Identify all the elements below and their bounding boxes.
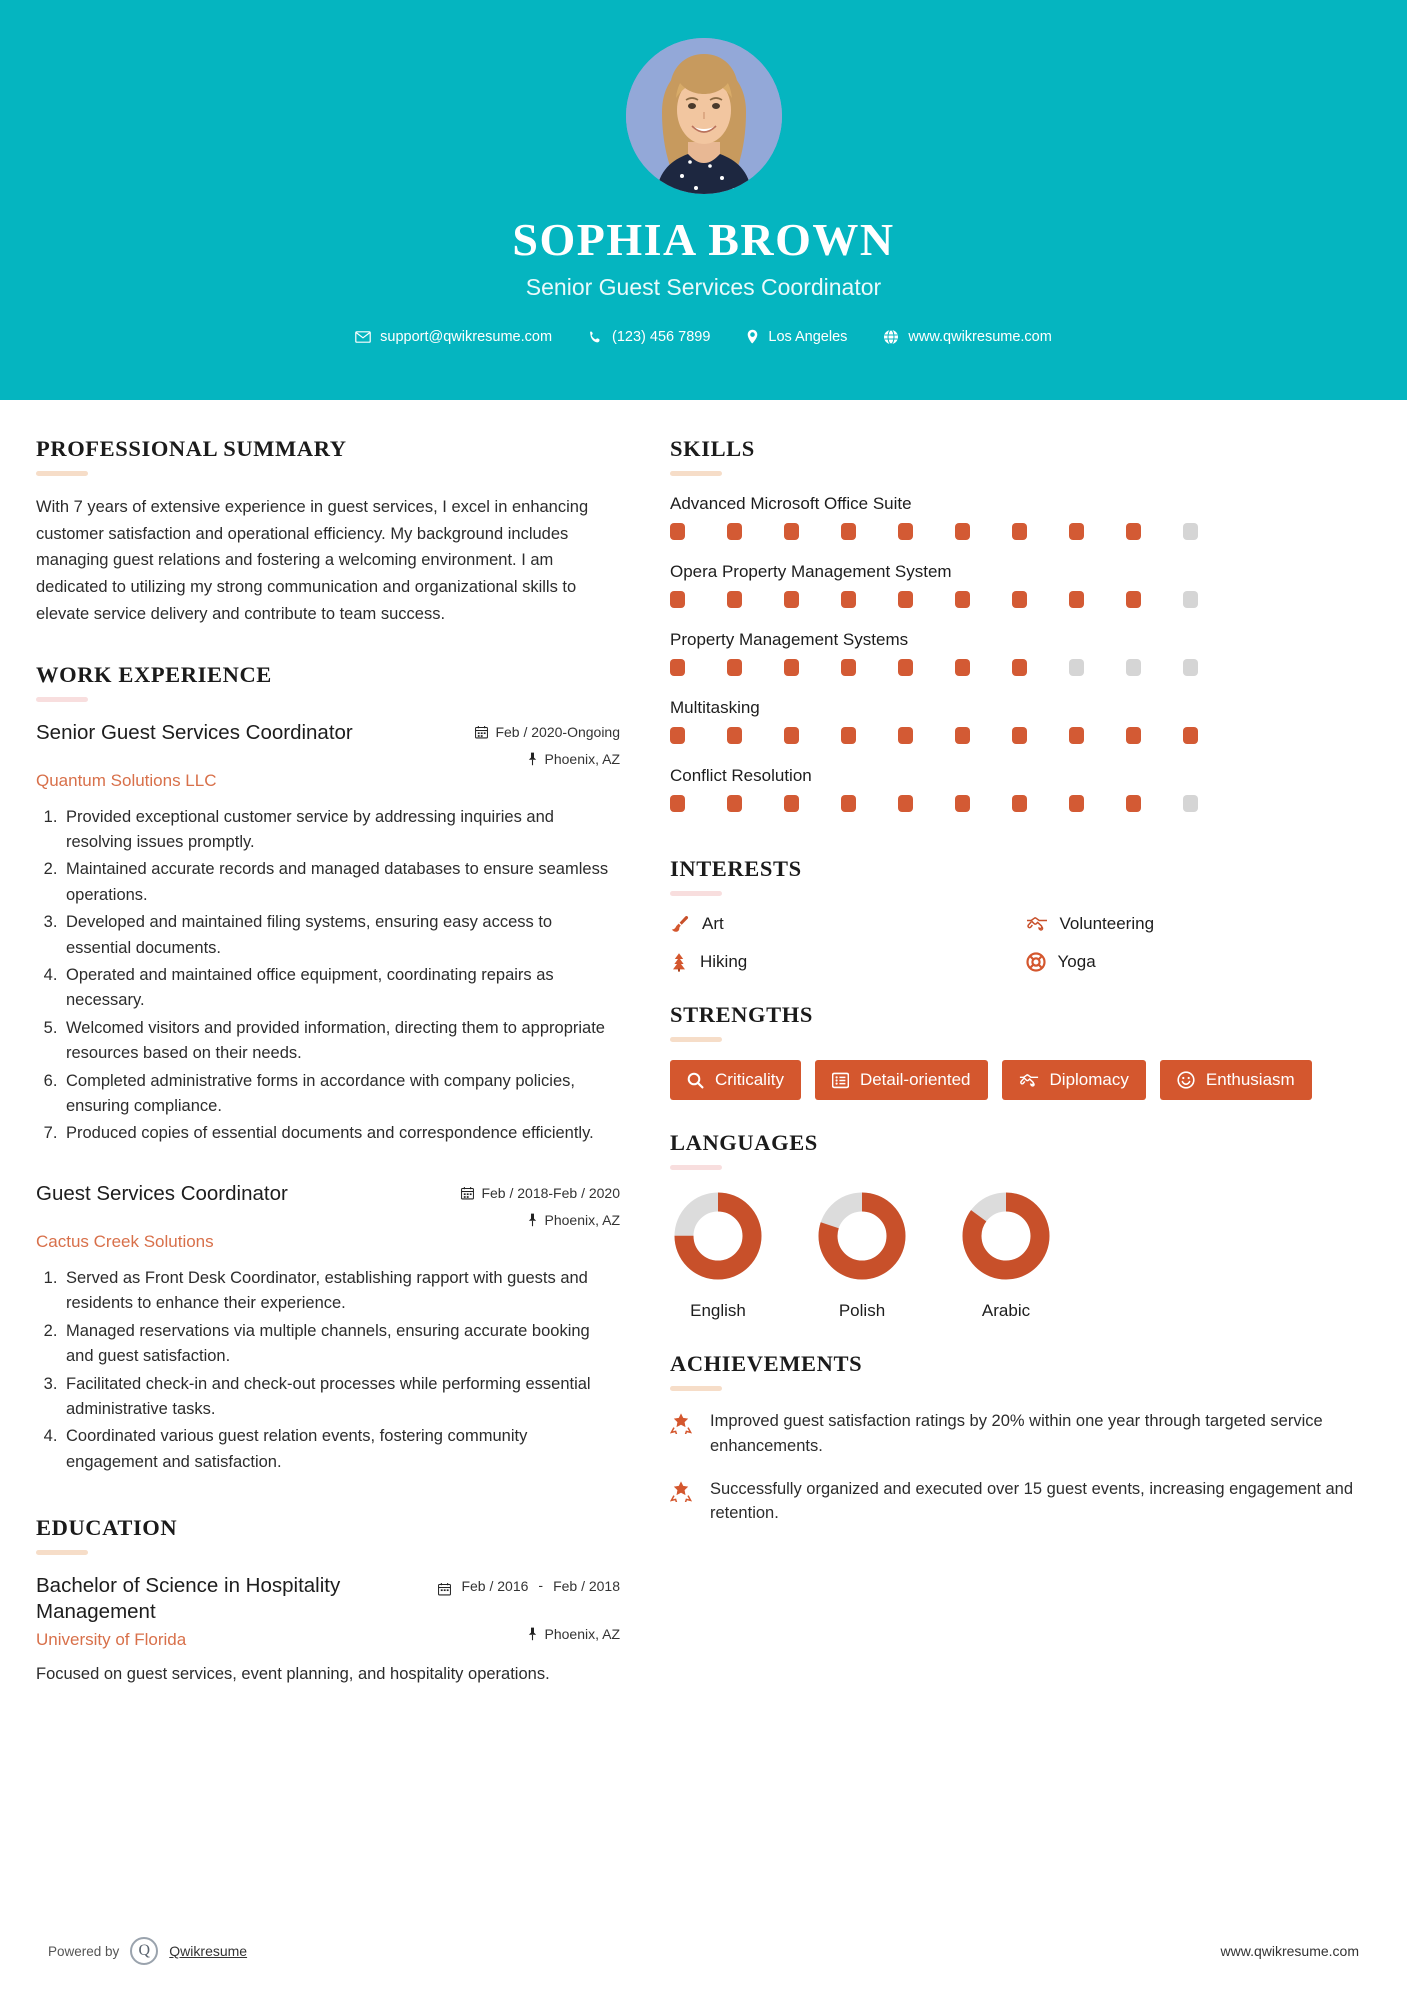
spacer [670,812,1371,830]
section-strengths [670,1002,1371,1100]
skill-dot-filled [670,523,685,540]
skill-dot-filled [955,659,970,676]
spacer [670,676,1371,694]
skill-dot-empty [1069,659,1084,676]
education-end-date-text: Feb / 2018 [553,1578,620,1595]
contact-phone[interactable] [570,329,728,345]
skill-dot-filled [898,523,913,540]
strength-label: Criticality [715,1070,784,1089]
strength-chip-diplomacy[interactable] [1002,1060,1146,1100]
education-degree: Bachelor of Science in Hospitality Management [36,1574,341,1623]
skill-dot-filled [784,659,799,676]
spacer [670,540,1371,558]
skill-dot-filled [1069,795,1084,812]
skill-rating [670,659,1371,676]
envelope-icon [355,329,371,345]
experience-heading: WORK EXPERIENCE [36,661,272,687]
job-company: Cactus Creek Solutions [36,1231,214,1251]
skill-dot-filled [841,523,856,540]
language-donut-chart [814,1188,910,1284]
skill-dot-empty [1183,795,1198,812]
skill-dot-filled [1126,523,1141,540]
language-donut-chart [958,1188,1054,1284]
job-bullet: 1. Provided exceptional customer service by addressing inquiries and resolving issues promptly. [62,805,620,856]
skill-dot-empty [1183,591,1198,608]
job-bullet: 3. Facilitated check-in and check-out processes while performing essential administrative tasks. [62,1372,620,1423]
section-skills [670,436,1371,830]
skill-name: Conflict Resolution [670,766,812,785]
strength-chip-enthusiasm[interactable] [1160,1060,1312,1100]
skill-dot-filled [1012,591,1027,608]
section-work-experience [36,662,620,1476]
language-donut-chart [670,1188,766,1284]
skill-dot-filled [898,659,913,676]
education-location-text: Phoenix, AZ [544,1626,620,1643]
job-dates [475,724,620,740]
job-company: Quantum Solutions LLC [36,770,217,790]
section-rule [670,1037,722,1042]
job-bullet: 3. Developed and maintained filing systems, ensuring easy access to essential documents. [62,910,620,961]
skill-rating [670,591,1371,608]
interest-label: Hiking [700,952,748,971]
skill-name: Property Management Systems [670,630,909,649]
handshake-icon [1026,915,1048,933]
spacer [670,608,1371,626]
interest-item [670,914,1016,934]
job-bullet: 1. Served as Front Desk Coordinator, establishing rapport with guests and residents to enhance their experience. [62,1266,620,1317]
skill-dot-filled [670,795,685,812]
job-bullets [36,1266,620,1475]
skill-dot-filled [1012,523,1027,540]
tree-icon [670,952,688,972]
contact-email[interactable] [337,329,570,345]
job-location [461,1212,620,1228]
skill-dot-filled [1069,727,1084,744]
calendar-icon [438,1582,451,1596]
contact-location [728,329,865,345]
job-dates-text: Feb / 2018-Feb / 2020 [481,1184,620,1201]
education-start-date-text: Feb / 2016 [461,1578,529,1595]
interest-item [1026,952,1372,972]
header-subtitle: Senior Guest Services Coordinator [525,274,882,301]
section-professional-summary [36,436,620,628]
language-label: Arabic [981,1301,1031,1320]
interest-label: Volunteering [1059,914,1155,933]
education-description: Focused on guest services, event planning, and hospitality operations. [36,1665,550,1684]
paintbrush-icon [670,914,690,934]
interest-item [670,952,1016,972]
skill-dot-filled [898,795,913,812]
achievement-text: Successfully organized and executed over 15 guest events, increasing engagement and retention. [710,1479,1354,1523]
job-location [475,751,620,767]
strength-chip-criticality[interactable] [670,1060,801,1100]
skill-dot-filled [727,659,742,676]
experience-item [36,720,620,1147]
strengths-list [670,1060,1371,1100]
interest-label: Yoga [1057,952,1096,971]
skill-dot-empty [1183,523,1198,540]
search-icon [687,1072,704,1089]
strengths-heading: STRENGTHS [670,1002,813,1027]
section-interests [670,856,1371,972]
section-rule [36,1550,88,1555]
location-pin-icon [746,329,759,345]
qwikresume-brand-link[interactable]: Qwikresume [169,1943,248,1959]
section-languages [670,1130,1371,1321]
qwikresume-logo-icon [130,1937,158,1965]
achievements-heading: ACHIEVEMENTS [670,1351,863,1376]
skill-dot-filled [1069,523,1084,540]
education-dates [438,1577,620,1596]
skill-row [670,698,1371,762]
skill-dot-filled [955,795,970,812]
section-achievements [670,1351,1371,1526]
skill-dot-filled [727,591,742,608]
interests-grid [670,914,1371,972]
skill-dot-empty [1183,659,1198,676]
skill-dot-filled [898,591,913,608]
spacer [670,744,1371,762]
skill-name: Opera Property Management System [670,562,952,581]
job-role: Guest Services Coordinator [36,1181,288,1205]
skill-row [670,630,1371,694]
resume-header [0,0,1407,400]
right-column [636,400,1371,1687]
skill-dot-filled [784,795,799,812]
skill-dot-filled [727,795,742,812]
language-item [958,1188,1054,1321]
language-item [670,1188,766,1321]
skill-row [670,562,1371,626]
job-bullet: 4. Operated and maintained office equipment, coordinating repairs as necessary. [62,963,620,1014]
education-location [527,1626,621,1642]
list-icon [832,1072,849,1089]
job-bullet: 7. Produced copies of essential documents and correspondence efficiently. [62,1121,620,1146]
section-education [36,1515,620,1687]
lifebuoy-icon [1026,952,1046,972]
skill-dot-filled [670,727,685,744]
summary-heading: PROFESSIONAL SUMMARY [36,436,347,461]
map-pin-icon [527,1213,538,1227]
skill-rating [670,727,1371,744]
calendar-icon [475,725,488,739]
skill-rating [670,523,1371,540]
skill-dot-filled [841,795,856,812]
achievement-item [670,1477,1371,1527]
job-dates [461,1185,620,1201]
skill-dot-filled [841,727,856,744]
strength-label: Enthusiasm [1205,1070,1295,1089]
skill-name: Multitasking [670,698,760,717]
skill-dot-filled [1012,659,1027,676]
left-column [36,400,636,1687]
language-item [814,1188,910,1321]
contact-email-text: support@qwikresume.com [380,329,553,346]
education-end-date [553,1577,620,1595]
award-star-icon [670,1480,694,1502]
education-school: University of Florida [36,1630,187,1650]
resume-body [0,400,1407,1687]
skill-row [670,766,1371,830]
skill-dot-filled [955,591,970,608]
page-footer [0,1912,1407,1990]
job-role: Senior Guest Services Coordinator [36,720,353,744]
summary-text: With 7 years of extensive experience in guest services, I excel in enhancing customer satisfaction and operational efficiency. My background includes managing guest relations and fostering a welcoming environment. I am dedicated to utilizing my strong communication and organizational skills to elevate service delivery and contribute to team success. [36,498,589,623]
contact-website-text: www.qwikresume.com [908,329,1052,346]
job-bullet: 2. Maintained accurate records and managed databases to ensure seamless operations. [62,857,620,908]
contact-phone-text: (123) 456 7899 [612,329,711,346]
education-heading: EDUCATION [36,1515,178,1541]
language-label: English [690,1301,746,1320]
strength-label: Detail-oriented [859,1070,971,1089]
skill-dot-filled [841,591,856,608]
job-bullets [36,805,620,1147]
powered-by [48,1937,247,1965]
skill-dot-filled [955,727,970,744]
section-rule [670,1386,722,1391]
skill-dot-filled [784,591,799,608]
award-star-icon [670,1412,694,1434]
experience-item [36,1181,620,1475]
job-bullet: 4. Coordinated various guest relation events, fostering community engagement and satisfaction. [62,1424,620,1475]
skill-dot-filled [670,591,685,608]
globe-icon [883,329,899,345]
interests-heading: INTERESTS [670,856,802,881]
interest-label: Art [702,914,724,933]
section-rule [36,697,88,702]
avatar [626,38,782,194]
section-rule [670,1165,722,1170]
section-rule [670,891,722,896]
skill-dot-filled [1183,727,1198,744]
smiley-icon [1177,1071,1195,1089]
skill-dot-filled [841,659,856,676]
skill-rating [670,795,1371,812]
skill-name: Advanced Microsoft Office Suite [670,494,912,513]
skill-dot-filled [1126,727,1141,744]
skills-list [670,494,1371,830]
skill-dot-filled [727,727,742,744]
skill-dot-filled [784,523,799,540]
skill-dot-filled [1069,591,1084,608]
achievement-text: Improved guest satisfaction ratings by 20% within one year through targeted service enhancements. [710,1412,1323,1455]
education-start-date [461,1577,528,1595]
skill-dot-filled [1126,795,1141,812]
section-rule [670,471,722,476]
job-bullet: 2. Managed reservations via multiple channels, ensuring accurate booking and guest satisfaction. [62,1319,620,1370]
job-location-text: Phoenix, AZ [544,1211,620,1228]
avatar-photo [626,38,782,194]
skill-dot-filled [784,727,799,744]
skill-row [670,494,1371,558]
interest-item [1026,914,1372,934]
languages-list [670,1188,1371,1321]
skill-dot-filled [670,659,685,676]
skill-dot-empty [1126,659,1141,676]
skill-dot-filled [1012,727,1027,744]
contact-row [0,329,1407,345]
strength-label: Diplomacy [1049,1070,1129,1089]
calendar-icon [461,1186,474,1200]
logo-letter: Q [138,1942,151,1959]
phone-icon [588,330,603,345]
handshake-icon [1019,1072,1039,1089]
map-pin-icon [527,752,538,766]
date-separator: - [538,1577,544,1594]
map-pin-icon [527,1627,538,1641]
skill-dot-filled [955,523,970,540]
page-title: SOPHIA BROWN [512,214,895,265]
skill-dot-filled [1126,591,1141,608]
skill-dot-filled [727,523,742,540]
contact-location-text: Los Angeles [768,329,848,346]
section-rule [36,471,88,476]
language-label: Polish [838,1301,886,1320]
footer-site-url[interactable]: www.qwikresume.com [1220,1943,1359,1959]
job-bullet: 5. Welcomed visitors and provided information, directing them to appropriate resources based on their needs. [62,1016,620,1067]
languages-heading: LANGUAGES [670,1130,818,1155]
achievement-item [670,1409,1371,1459]
job-bullet: 6. Completed administrative forms in accordance with company policies, ensuring compliance. [62,1069,620,1120]
job-location-text: Phoenix, AZ [544,750,620,767]
skill-dot-filled [898,727,913,744]
contact-website[interactable] [865,329,1069,345]
job-dates-text: Feb / 2020-Ongoing [495,723,620,740]
powered-by-label: Powered by [48,1943,120,1959]
strength-chip-detail-oriented[interactable] [815,1060,988,1100]
skills-heading: SKILLS [670,436,755,461]
skill-dot-filled [1012,795,1027,812]
